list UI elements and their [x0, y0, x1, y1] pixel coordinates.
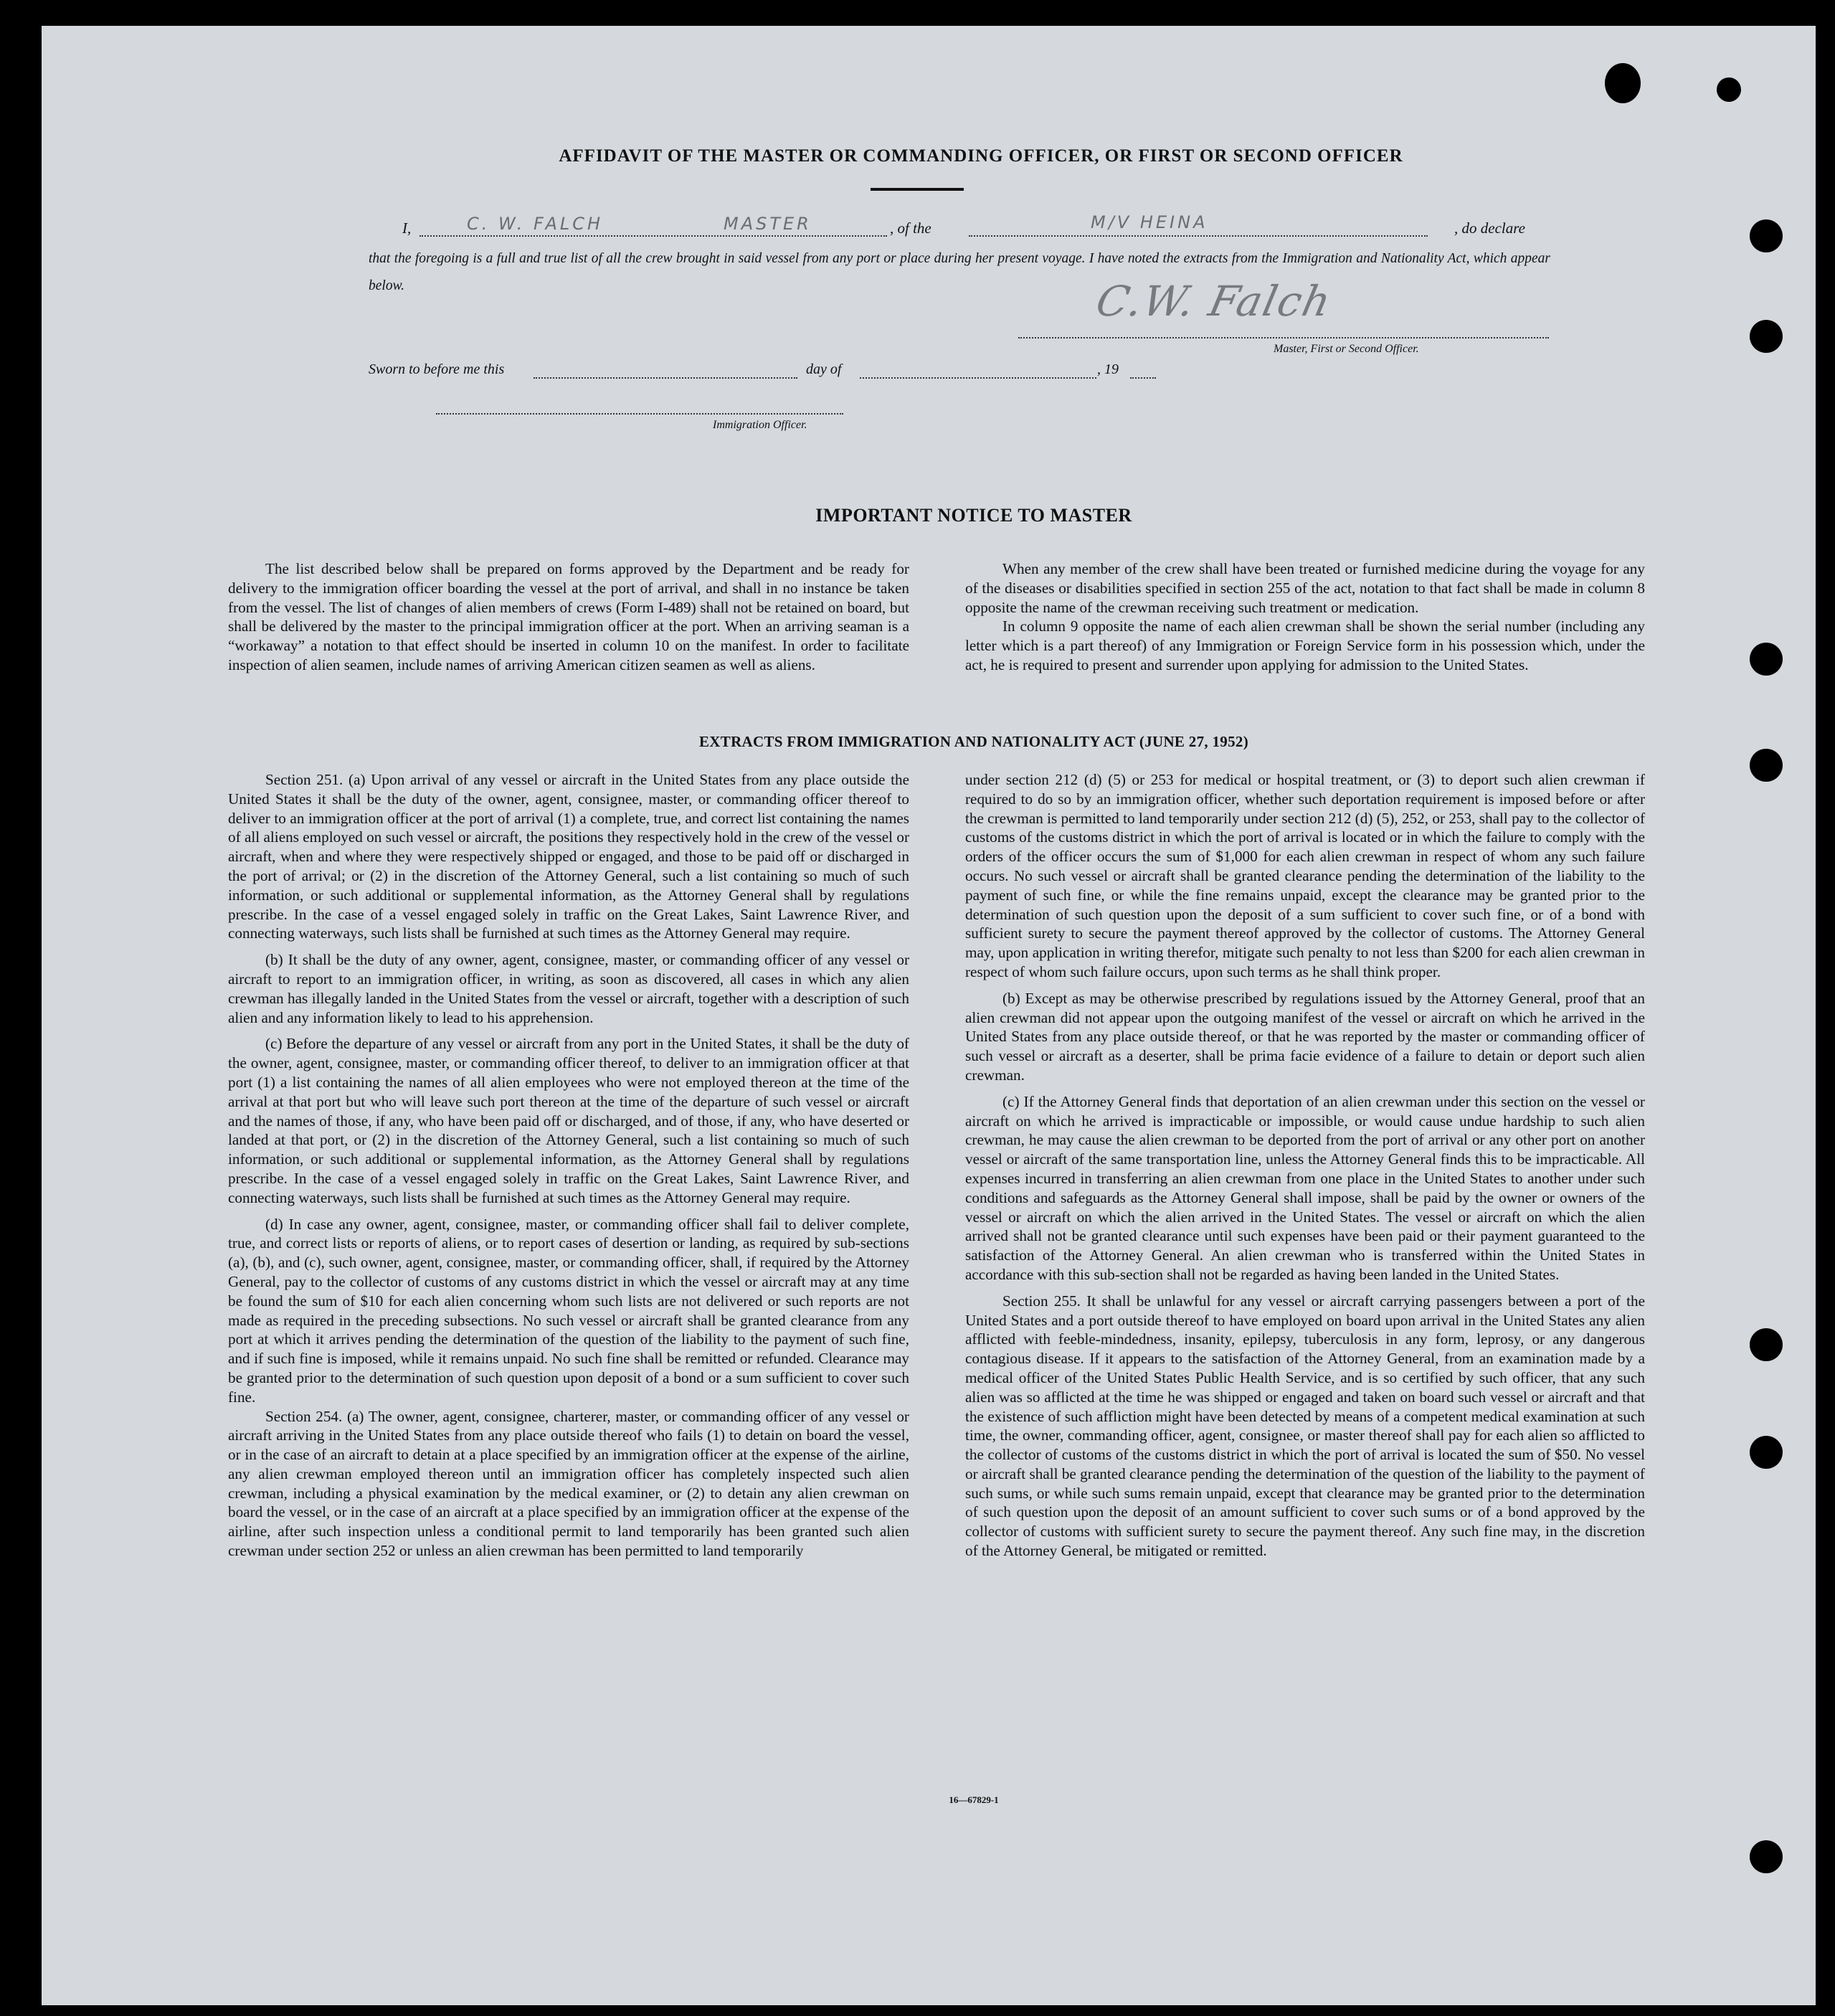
officer-label: Immigration Officer. [713, 419, 807, 431]
notice-paragraph: In column 9 opposite the name of each alien crewman shall be shown the serial number (including any letter which is a part thereof) of any Immigration or Foreign Service form in his possession which, under the act, he is required to present and surrender upon applying for admission to the United States. [965, 617, 1645, 673]
affidavit-statement: that the foregoing is a full and true list of all the crew brought in said vessel from any port or place during her present voyage. I have noted the extracts from the Immigration and Nationality Act, which appear below. [369, 251, 1550, 293]
extracts-left-column [228, 770, 909, 1561]
sworn-before: Sworn to before me this [369, 361, 505, 377]
declaration-i: I, [402, 219, 412, 237]
form-number: 16—67829-1 [949, 1794, 999, 1805]
notice-paragraph: The list described below shall be prepared on forms approved by the Department and be ready for delivery to the immigration officer boarding the vessel at the port of arrival, and shall in no instance be taken from the vessel. The list of changes of alien members of crews (Form I-489) shall not be retained on board, but shall be delivered by the master to the principal immigration officer at the port. When an arriving seaman is a “workaway” a notation to that effect should be inserted in column 10 on the manifest. In order to facilitate inspection of alien seamen, include names of arriving American citizen seamen as well as aliens. [228, 560, 909, 673]
extracts-title: EXTRACTS FROM IMMIGRATION AND NATIONALITY ACT (JUNE 27, 1952) [699, 733, 1248, 750]
title-rule [871, 188, 964, 191]
act-paragraph: Section 254. (a) The owner, agent, consignee, charterer, master, or commanding officer of any vessel or aircraft arriving in the United States from any place outside thereof who fails (1) to detain on board the vessel, or in the case of an aircraft to detain at a place specified by an immigration officer at the expense of the airline, any alien crewman employed thereon until an immigration officer has completely inspected such alien crewman, including a physical examination by the medical examiner, or (2) to detain any alien crewman on board the vessel, or in the case of an aircraft at a place specified by an immigration officer at the expense of the airline, after such inspection unless a conditional permit to land temporarily has been granted such alien crewman under section 252 or unless an alien crewman has been permitted to land temporarily [228, 1407, 909, 1560]
punch-hole [1717, 77, 1741, 102]
act-paragraph: Section 255. It shall be unlawful for any vessel or aircraft carrying passengers between a port of the United States and a port outside thereof to have employed on board upon arrival in the United States any alien afflicted with feeble-mindedness, insanity, epilepsy, tuberculosis in any form, leprosy, or any dangerous contagious disease. If it appears to the satisfaction of the Attorney General, from an examination made by a medical officer of the United States Public Health Service, and is so certified by such officer, that any such alien was so afflicted at the time he was shipped or engaged and taken on board such vessel or aircraft and that the existence of such affliction might have been detected by means of a competent medical examination at such time, the owner, commanding officer, agent, consignee, or master thereof shall pay for each alien so afflicted to the collector of customs of the customs district in which the port of arrival is located the sum of $50. No vessel or aircraft shall be granted clearance pending the determination of the question of the liability to the payment of such sums, or while such sums remain unpaid, except that clearance may be granted prior to the determination of such question upon the deposit of an amount sufficient to cover such sums or of a bond approved by the collector of customs with sufficient surety to secure the payment thereof. Any such fine may, in the discretion of the Attorney General, be mitigated or remitted. [965, 1292, 1645, 1560]
document-page [42, 26, 1816, 2005]
notice-paragraph: When any member of the crew shall have been treated or furnished medicine during the voyage for any of the diseases or disabilities specified in section 255 of the act, notation to that fact shall be made in column 8 opposite the name of the crewman receiving such treatment or medication. [965, 560, 1645, 616]
handwritten-vessel: M/V HEINA [1091, 212, 1208, 232]
notice-right-column [965, 559, 1645, 675]
act-paragraph: (d) In case any owner, agent, consignee, master, or commanding officer shall fail to deliver complete, true, and correct lists or reports of aliens, or to report cases of desertion or landing, as required by sub-sections (a), (b), and (c), such owner, agent, consignee, master, or commanding officer, shall, if required by the Attorney General, pay to the collector of customs of any customs district in which the vessel or aircraft may at any time be found the sum of $10 for each alien concerning whom such lists are not delivered or such reports are not made as required in the preceding subsections. No such vessel or aircraft shall be granted clearance from any port at which it arrives pending the determination of the question of the liability to the payment of such fine, and if such fine is imposed, while it remains unpaid. No such fine shall be remitted or refunded. Clearance may be granted prior to the determination of such question upon deposit of a bond or a sum sufficient to cover such fine. [228, 1215, 909, 1406]
signer-label: Master, First or Second Officer. [1274, 343, 1419, 355]
notice-title: IMPORTANT NOTICE TO MASTER [815, 505, 1132, 526]
act-paragraph: (b) Except as may be otherwise prescribed by regulations issued by the Attorney General, proof that an alien crewman did not appear upon the outgoing manifest of the vessel or aircraft on which he arrived in the United States from any place outside thereof, or that he was reported by the master or commanding officer of such vessel or aircraft as a deserter, shall be prima facie evidence of a failure to detain or deport such alien crewman. [965, 989, 1645, 1084]
punch-hole [1750, 320, 1783, 353]
punch-hole [1750, 219, 1783, 252]
handwritten-name: C. W. FALCH [467, 214, 604, 234]
declaration-of-the: , of the [890, 219, 931, 237]
sworn-day-of: day of [806, 361, 842, 377]
punch-hole [1750, 1328, 1783, 1361]
notice-left-column [228, 559, 909, 675]
affidavit-title: AFFIDAVIT OF THE MASTER OR COMMANDING OFFICER, OR FIRST OR SECOND OFFICER [559, 146, 1403, 166]
officer-line [436, 413, 843, 415]
act-paragraph: (c) If the Attorney General finds that deportation of an alien crewman under this section on the vessel or aircraft on which he arrived is impracticable or impossible, or would cause undue hardship to such alien crewman, he may cause the alien crewman to be deported from the port of arrival or any other port on another vessel or aircraft of the same transportation line, unless the Attorney General finds this to be impracticable. All expenses incurred in transferring an alien crewman from one place in the United States to another under such conditions and safeguards as the Attorney General shall impose, shall be paid by the owner or owners of the vessel or aircraft on which the alien arrived in the United States. The vessel or aircraft on which the alien arrived shall not be granted clearance until such expenses have been paid or their payment guaranteed to the satisfaction of the Attorney General. An alien crewman who is transferred within the United States in accordance with this sub-section shall not be regarded as having been landed in the United States. [965, 1092, 1645, 1283]
sworn-line [369, 361, 1200, 383]
punch-hole [1750, 1436, 1783, 1469]
sworn-year: , 19 [1097, 361, 1119, 377]
punch-hole [1605, 63, 1641, 103]
act-paragraph: (b) It shall be the duty of any owner, agent, consignee, master, or commanding officer of any vessel or aircraft to report to an immigration officer, in writing, as soon as discovered, all cases in which any alien crewman has illegally landed in the United States from the vessel or aircraft, together with a description of such alien and any information likely to lead to his apprehension. [228, 951, 909, 1026]
punch-hole [1750, 643, 1783, 676]
handwritten-signature: C.W. Falch [1091, 277, 1337, 326]
declaration-line [402, 212, 1550, 247]
extracts-right-column [965, 770, 1645, 1561]
declaration-do-declare: , do declare [1454, 219, 1525, 237]
signature-line [1018, 337, 1549, 339]
punch-hole [1750, 1840, 1783, 1873]
punch-hole [1750, 749, 1783, 782]
act-paragraph: under section 212 (d) (5) or 253 for medical or hospital treatment, or (3) to deport such alien crewman if required to do so by an immigration officer, whether such deportation requirement is imposed before or after the crewman is permitted to land temporarily under section 212 (d) (5), 252, or 253, shall pay to the collector of customs of the customs district in which the port of arrival is located or in which the failure to comply with the orders of the officer occurs the sum of $1,000 for each alien crewman in respect of whom any such failure occurs. No such vessel or aircraft shall be granted clearance pending the determination of the liability to the payment of such fine, or while the fine remains unpaid, except the clearance may be granted prior to the determination of such question upon the deposit of a sum sufficient to cover such fine, or of a bond with sufficient surety to secure the payment thereof approved by the collector of customs. The Attorney General may, upon application in writing therefor, mitigate such penalty to not less than $200 for each alien crewman in respect of whom such failure occurs, upon such terms as he shall think proper. [965, 771, 1645, 980]
handwritten-rank: MASTER [724, 214, 812, 234]
act-paragraph: Section 251. (a) Upon arrival of any vessel or aircraft in the United States from any place outside the United States it shall be the duty of the owner, agent, consignee, master, or commanding officer thereof to deliver to an immigration officer at the port of arrival (1) a complete, true, and correct list containing the names of all aliens employed on such vessel or aircraft, the positions they respectively hold in the crew of the vessel or aircraft, when and where they were respectively shipped or engaged, and those to be paid off or discharged in the port of arrival; or (2) in the discretion of the Attorney General, such a list containing so much of such information, or such additional or supplemental information, as the Attorney General shall by regulations prescribe. In the case of a vessel engaged solely in traffic on the Great Lakes, Saint Lawrence River, and connecting waterways, such lists shall be furnished at such times as the Attorney General may require. [228, 771, 909, 942]
act-paragraph: (c) Before the departure of any vessel or aircraft from any port in the United States, it shall be the duty of the owner, agent, consignee, master, or commanding officer thereof, to deliver to an immigration officer at that port (1) a list containing the names of all alien employees who were not employed thereon at the time of the arrival at that port but who will leave such port thereon at the time of the departure of such vessel or aircraft and the names of those, if any, who have been paid off or discharged, and of those, if any, who have deserted or landed at that port, or (2) in the discretion of the Attorney General, such a list containing so much of such information, or such additional or supplemental information, as the Attorney General shall by regulations prescribe. In the case of a vessel engaged solely in traffic on the Great Lakes, Saint Lawrence River, and connecting waterways, such lists shall be furnished at such times as the Attorney General may require. [228, 1035, 909, 1206]
